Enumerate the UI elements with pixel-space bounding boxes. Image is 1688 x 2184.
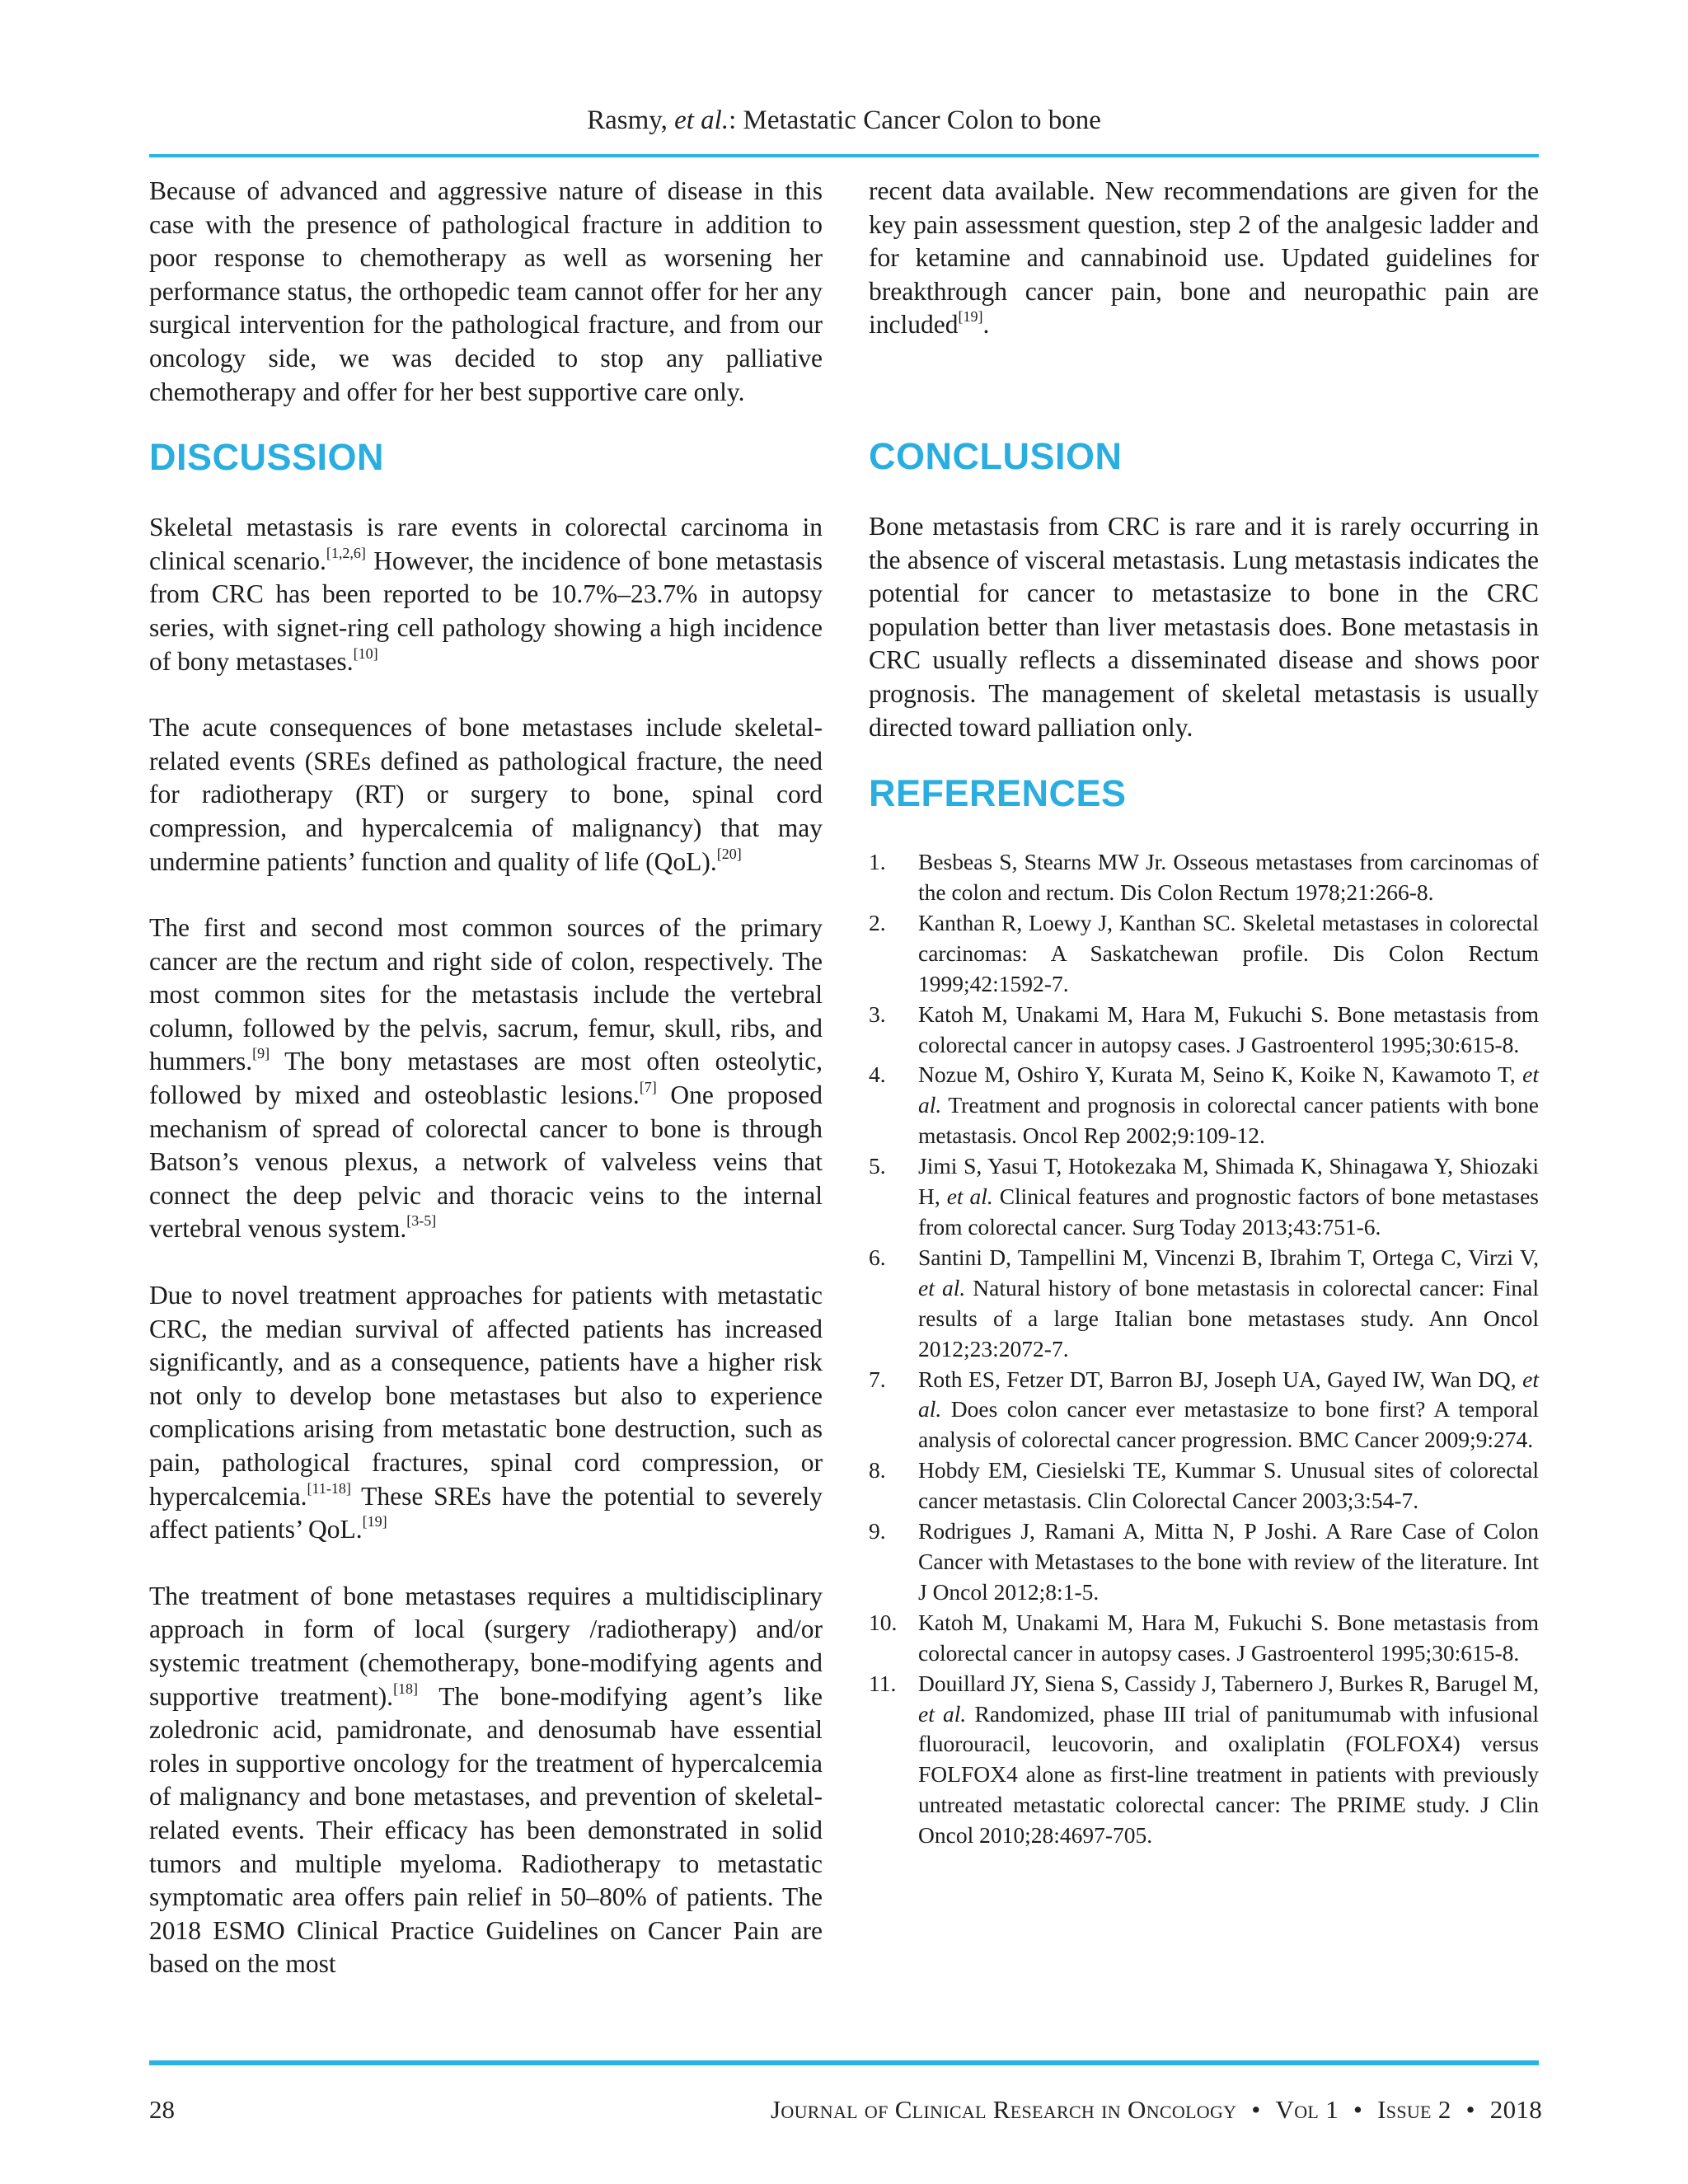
reference-list bbox=[869, 847, 1539, 1851]
footer-rule bbox=[149, 2060, 1539, 2065]
reference-item: 11. Douillard JY, Siena S, Cassidy J, Tabernero J, Burkes R, Barugel M, et al. Randomized, phase III trial of panitumumab with infusional fluorouracil, leucovorin, and oxaliplatin (FOLFOX4) versus FOLFOX4 alone as first-line treatment in patients with previously untreated metastatic colorectal cancer: The PRIME study. J Clin Oncol 2010;28:4697-705. bbox=[869, 1670, 1539, 1849]
header-rule bbox=[149, 154, 1539, 157]
journal-name: Journal of Clinical Research in Oncology bbox=[771, 2095, 1237, 2124]
issue: Issue 2 bbox=[1377, 2095, 1451, 2124]
reference-item: 7. Roth ES, Fetzer DT, Barron BJ, Joseph UA, Gayed IW, Wan DQ, et al. Does colon cancer ever metastasize to bone first? A temporal analysis of colorectal cancer progression. BMC Cancer 2009;9:274. bbox=[869, 1366, 1539, 1453]
running-head-etal: et al. bbox=[674, 105, 729, 135]
discussion-heading: DISCUSSION bbox=[149, 436, 385, 479]
conclusion-heading: CONCLUSION bbox=[869, 434, 1123, 477]
reference-item: 6. Santini D, Tampellini M, Vincenzi B, Ibrahim T, Ortega C, Virzi V, et al. Natural history of bone metastasis in colorectal cancer: Final results of a large Italian bone metastases study. Ann Oncol 2012;23:2072-7. bbox=[869, 1244, 1539, 1361]
reference-item: 5. Jimi S, Yasui T, Hotokezaka M, Shimada K, Shinagawa Y, Shiozaki H, et al. Clinical features and prognostic factors of bone metastases from colorectal cancer. Surg Today 2013;43:751-6. bbox=[869, 1153, 1539, 1240]
continued-paragraph: recent data available. New recommendations are given for the key pain assessment question, step 2 of the analgesic ladder and for ketamine and cannabinoid use. Updated guidelines for breakthrough cancer pain, bone and neuropathic pain are included[19]. bbox=[869, 176, 1539, 340]
reference-item: 1. Besbeas S, Stearns MW Jr. Osseous metastases from carcinomas of the colon and rectum. Dis Colon Rectum 1978;21:266-8. bbox=[869, 849, 1539, 906]
separator-dot: • bbox=[1353, 2095, 1363, 2124]
running-head-title: : Metastatic Cancer Colon to bone bbox=[729, 105, 1101, 135]
right-column bbox=[869, 175, 1539, 1851]
reference-item: 8. Hobdy EM, Ciesielski TE, Kummar S. Unusual sites of colorectal cancer metastasis. Clin Colorectal Cancer 2003;3:54-7. bbox=[869, 1457, 1539, 1514]
discussion-paragraph-5: The treatment of bone metastases requires a multidisciplinary approach in form of local (surgery /radiotherapy) and/or systemic treatment (chemotherapy, bone-modifying agents and supportive treatment).[18] The bone-modifying agent’s like zoledronic acid, pamidronate, and denosumab have essential roles in supportive oncology for the treatment of hypercalcemia of malignancy and bone metastases, and prevention of skeletal-related events. Their efficacy has been demonstrated in solid tumors and multiple myeloma. Radiotherapy to metastatic symptomatic area offers pain relief in 50–80% of patients. The 2018 ESMO Clinical Practice Guidelines on Cancer Pain are based on the most bbox=[149, 1581, 823, 1979]
discussion-paragraph-4: Due to novel treatment approaches for patients with metastatic CRC, the median survival of affected patients has increased significantly, and as a consequence, patients have a higher risk not only to develop bone metastases but also to experience complications arising from metastatic bone destruction, such as pain, pathological fractures, spinal cord compression, or hypercalcemia.[11-18] These SREs have the potential to severely affect patients’ QoL.[19] bbox=[149, 1281, 823, 1544]
reference-item: 3. Katoh M, Unakami M, Hara M, Fukuchi S. Bone metastasis from colorectal cancer in autopsy cases. J Gastroenterol 1995;30:615-8. bbox=[869, 1001, 1539, 1057]
reference-item: 10. Katoh M, Unakami M, Hara M, Fukuchi S. Bone metastasis from colorectal cancer in autopsy cases. J Gastroenterol 1995;30:615-8. bbox=[869, 1609, 1539, 1666]
reference-item: 9. Rodrigues J, Ramani A, Mitta N, P Joshi. A Rare Case of Colon Cancer with Metastases to the bone with review of the literature. Int J Oncol 2012;8:1-5. bbox=[869, 1518, 1539, 1605]
reference-item: 2. Kanthan R, Loewy J, Kanthan SC. Skeletal metastases in colorectal carcinomas: A Saskatchewan profile. Dis Colon Rectum 1999;42:1592-7. bbox=[869, 909, 1539, 996]
journal-info bbox=[771, 2093, 1542, 2126]
separator-dot: • bbox=[1251, 2095, 1261, 2124]
year: 2018 bbox=[1489, 2095, 1542, 2124]
running-head-authors: Rasmy, bbox=[587, 105, 675, 135]
intro-paragraph: Because of advanced and aggressive nature of disease in this case with the presence of pathological fracture in addition to poor response to chemotherapy as well as worsening her performance status, the orthopedic team cannot offer for her any surgical intervention for the pathological fracture, and from our oncology side, we was decided to stop any palliative chemotherapy and offer for her best supportive care only. bbox=[149, 176, 823, 406]
separator-dot: • bbox=[1465, 2095, 1475, 2124]
page-footer bbox=[149, 2093, 1542, 2126]
left-column bbox=[149, 175, 823, 1981]
discussion-paragraph-2: The acute consequences of bone metastases include skeletal-related events (SREs defined as pathological fracture, the need for radiotherapy (RT) or surgery to bone, spinal cord compression, and hypercalcemia of malignancy) that may undermine patients’ function and quality of life (QoL).[20] bbox=[149, 713, 823, 876]
page-number: 28 bbox=[149, 2095, 175, 2124]
discussion-paragraph-3: The first and second most common sources of the primary cancer are the rectum and right side of colon, respectively. The most common sites for the metastasis include the vertebral column, followed by the pelvis, sacrum, femur, skull, ribs, and hummers.[9] The bony metastases are most often osteolytic, followed by mixed and osteoblastic lesions.[7] One proposed mechanism of spread of colorectal cancer to bone is through Batson’s venous plexus, a network of valveless veins that connect the deep pelvic and thoracic veins to the internal vertebral venous system.[3-5] bbox=[149, 913, 823, 1244]
reference-item: 4. Nozue M, Oshiro Y, Kurata M, Seino K, Koike N, Kawamoto T, et al. Treatment and prognosis in colorectal cancer patients with bone metastasis. Oncol Rep 2002;9:109-12. bbox=[869, 1062, 1539, 1149]
volume: Vol 1 bbox=[1275, 2095, 1339, 2124]
discussion-paragraph-1: Skeletal metastasis is rare events in colorectal carcinoma in clinical scenario.[1,2,6] However, the incidence of bone metastasis from CRC has been reported to be 10.7%–23.7% in autopsy series, with signet-ring cell pathology showing a high incidence of bony metastases.[10] bbox=[149, 513, 823, 676]
running-head bbox=[0, 104, 1688, 137]
conclusion-paragraph: Bone metastasis from CRC is rare and it is rarely occurring in the absence of visceral metastasis. Lung metastasis indicates the potential for cancer to metastasize to bone in the CRC population better than liver metastasis does. Bone metastasis in CRC usually reflects a disseminated disease and shows poor prognosis. The management of skeletal metastasis is usually directed toward palliation only. bbox=[869, 511, 1539, 742]
references-heading: REFERENCES bbox=[869, 772, 1127, 815]
